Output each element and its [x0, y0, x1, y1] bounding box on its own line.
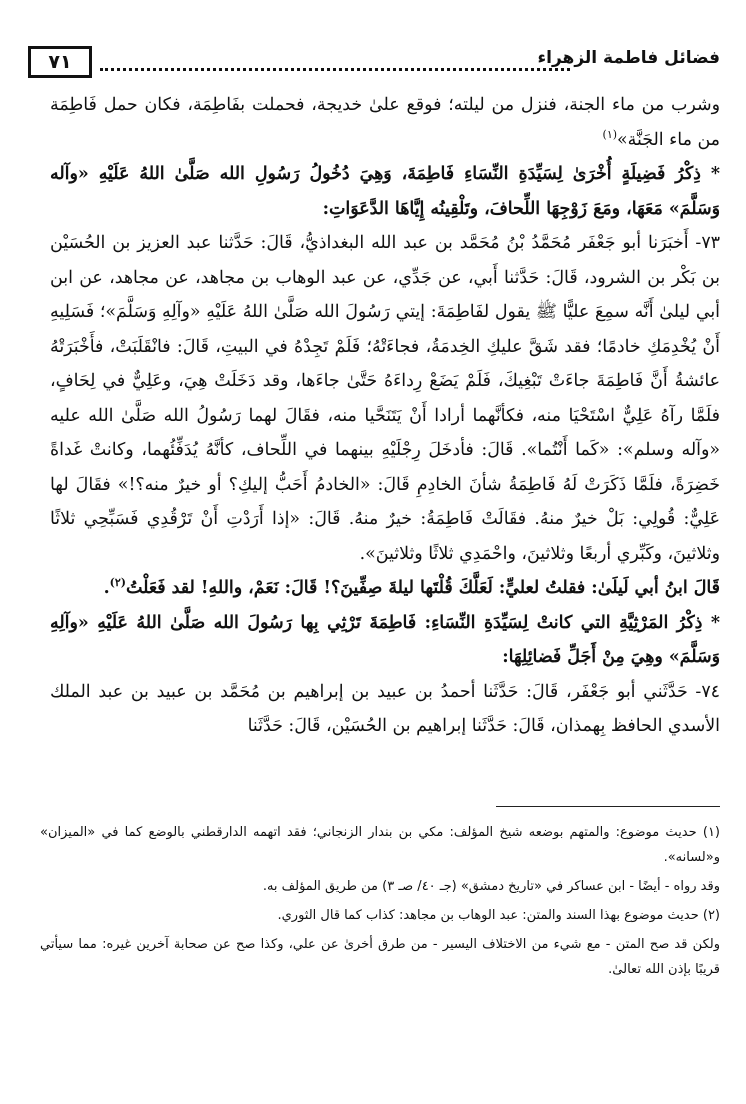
- statement-text: قَالَ ابنُ أبي لَيلَىٰ: فقلتُ لعليٍّ: لَعَلَّكَ قُلْتَها ليلةَ صِفِّينَ؟! قَالَ: نَعَمْ، واللهِ! لقد فَعَلْتُ: [126, 578, 720, 598]
- page-header: [28, 46, 720, 82]
- footnote-1-continued: وقد رواه - أيضًا - ابن عساكر في «تاريخ دمشق» (جـ ٤٠/ صـ ٣) من طريق المؤلف به.: [262, 879, 720, 894]
- header-dotted-rule: [100, 68, 570, 71]
- footnote-2: (٢) حديث موضوع بهذا السند والمتن: عبد الوهاب بن مجاهد: كذاب كما قال الثوري.: [277, 908, 720, 923]
- page-number: ٧١: [28, 46, 92, 78]
- hadith-73: ٧٣- أَخبَرَنا أبو جَعْفَر مُحَمَّدُ بْنُ مُحَمَّد بن عبد الله البغداذيُّ، قَالَ: حَدَّثنا عبد العزيز بن الحُسَيْن بن بَكْر بن الشرود، قَالَ: حَدَّثنا أَبي، عن جَدِّي، عن عبد الوهاب بن مجاهد، عن مجاهد، عن ابن أبي ليلىٰ أَنَّه سمِعَ عليًّا ﷺ يقول لفَاطِمَةَ: إيتي رَسُولَ الله صَلَّىٰ اللهُ عَلَيْهِ «وآلِهِ وَسَلَّمَ»؛ فَسَلِيهِ أَنْ يُخْدِمَكِ خادمًا؛ فقد شَقَّ عليكِ الخِدمَةُ، فجاءَتْهُ؛ فَلَمْ تَجِدْهُ في البيتِ، قَالَ: فانْقَلَبَتْ، فأَخْبَرَتْهُ عائشةُ أَنَّ فَاطِمَةَ جاءَتْ تَبْغِيكَ، فَلَمْ يَضَعْ رِداءَهُ حَتَّىٰ جاءَها، وقد دَخَلَتْ هِيَ، وعَلِيٌّ في لِحَافٍ، فلَمَّا رآهُ عَلِيٌّ اسْتَحْيَا منه، فكأنَّهما أرادا أَنْ يَتَنَحَّيا منه، فقَالَ لهما رَسُولُ الله صَلَّىٰ الله عليه «وآله وسلم»: «كَما أَنْتُما». قَالَ: فأدخَلَ رِجْلَيْهِ بينهما في اللِّحاف، كأنَّهُ يُدَفِّئُهما، وكانتْ غَداةً خَضِرَةً، فلَمَّا ذَكَرَتْ لَهُ فَاطِمَةُ شأنَ الخادِمِ قَالَ: «الخادمُ أَحَبُّ إليكِ؟ أو خيرٌ منه؟!» فقَالَ لها عَلِيٌّ: قُولِي: بَلْ خيرٌ منهُ. فقَالَتْ فَاطِمَةُ: خيرٌ منهُ. قَالَ: «إذا أَرَدْتِ أَنْ تَرْقُدِي فَسَبِّحِي ثلاثًا وثلاثينَ، وكَبِّري أربعًا وثلاثينَ، واحْمَدِي ثلاثًا وثلاثينَ».: [50, 233, 720, 564]
- footnote-2-continued: ولكن قد صح المتن - مع شيء من الاختلاف اليسير - من طرق أخرىٰ عن علي، وكذا صح عن صحابة آخرين غيره: مما سيأتي قريبًا بإذن الله تعالىٰ.: [40, 937, 720, 977]
- ibn-abi-layla-statement: [50, 571, 720, 606]
- paragraph-text: وشرب من ماء الجنة، فنزل من ليلته؛ فوقع علىٰ خديجة، فحملت بفَاطِمَة، فكان حمل فَاطِمَة من ماء الجَنَّة»: [50, 95, 720, 150]
- section-heading-elegy: * ذِكْرُ المَرْثِيَّةِ التي كانتْ لِسَيِّدَةِ النِّسَاءِ: فَاطِمَةَ تَرْثِي بِها رَسُولَ الله صَلَّىٰ اللهُ عَلَيْهِ «وآلِهِ وَسَلَّمَ» وهِيَ مِنْ أَجَلِّ فَضائِلِهَا:: [50, 612, 720, 667]
- footnote-separator: [496, 806, 720, 807]
- footnotes: [40, 820, 720, 986]
- footnote-1: (١) حديث موضوع: والمتهم بوضعه شيخ المؤلف: مكي بن بندار الزنجاني؛ فقد اتهمه الدارقطني بالوضع كما في «الميزان» و«لسانه».: [40, 825, 720, 865]
- main-text: [50, 88, 720, 744]
- footnote-ref-2: (٢): [109, 576, 127, 590]
- section-heading-quilt: * ذِكْرُ فَضِيلَةٍ أُخْرَىٰ لِسَيِّدَةِ النِّسَاءِ فَاطِمَةَ، وَهِيَ دُخُولُ رَسُولِ الله صَلَّىٰ اللهُ عَلَيْهِ «وآله وَسَلَّمَ» مَعَهَا، ومَعَ زَوْجِهَا اللِّحافَ، وتَلْقِينُه إِيَّاهَا الدَّعَوَاتِ:: [50, 164, 720, 219]
- hadith-74: ٧٤- حَدَّثَني أبو جَعْفَر، قَالَ: حَدَّثَنا أحمدُ بن عبيد بن إبراهيم بن مُحَمَّد بن عبيد بن عبد الملك الأسدي الحافظ بِهمذان، قَالَ: حَدَّثَنا إبراهيم بن الحُسَيْن، قَالَ: حَدَّثَنا: [50, 681, 720, 736]
- paragraph-continuation: [50, 88, 720, 157]
- footnote-ref-1: (١): [602, 127, 618, 141]
- statement-end: .: [103, 578, 110, 598]
- running-title: فضائل فاطمة الزهراء: [537, 48, 720, 68]
